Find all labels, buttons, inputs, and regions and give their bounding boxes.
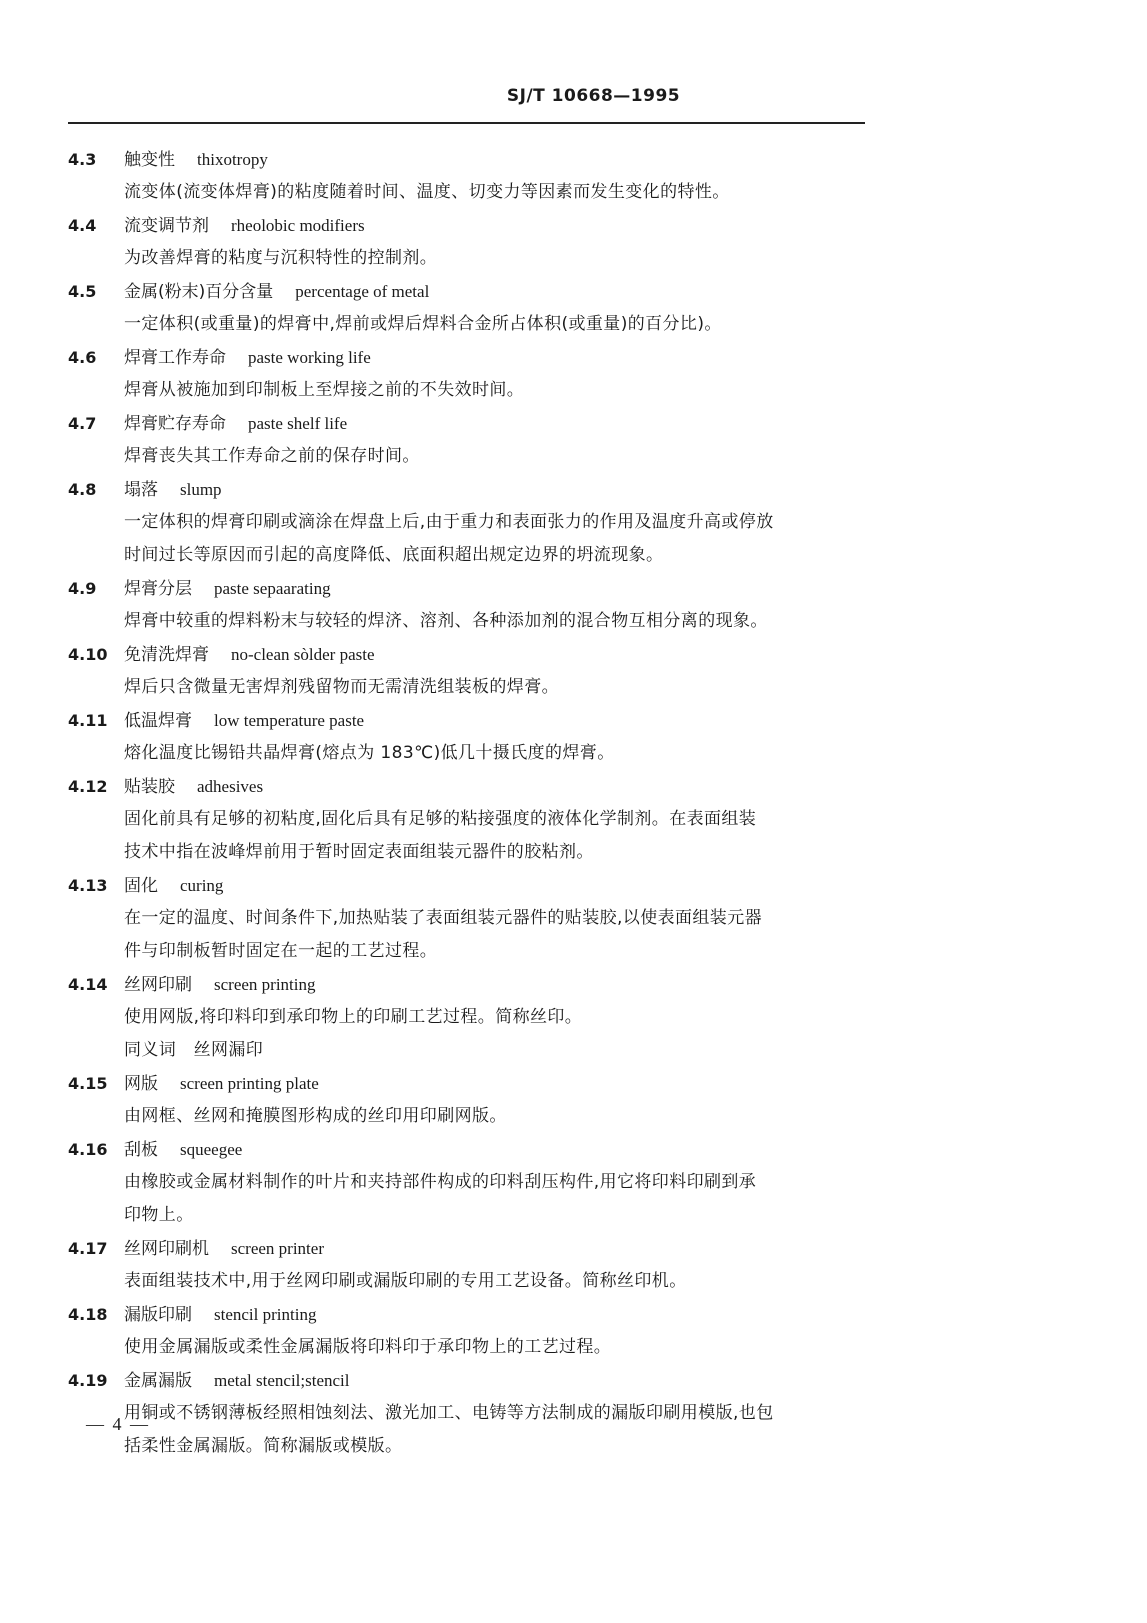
term-list [68, 143, 868, 1463]
term-heading [68, 473, 868, 506]
term-entry [68, 473, 868, 572]
term-number: 4.14 [68, 975, 108, 994]
term-number: 4.17 [68, 1239, 108, 1258]
term-entry [68, 407, 868, 473]
term-entry [68, 341, 868, 407]
term-chinese: 塌落 [124, 480, 158, 500]
term-entry [68, 1232, 868, 1298]
term-english: screen printer [231, 1239, 324, 1258]
term-entry [68, 1364, 868, 1463]
term-number: 4.11 [68, 711, 108, 730]
term-number: 4.18 [68, 1305, 108, 1324]
term-entry [68, 1133, 868, 1232]
term-chinese: 金属漏版 [124, 1371, 192, 1391]
term-english: thixotropy [197, 150, 268, 169]
term-entry [68, 572, 868, 638]
term-definition-line: 流变体(流变体焊膏)的粘度随着时间、温度、切变力等因素而发生变化的特性。 [124, 182, 730, 202]
term-entry [68, 968, 868, 1067]
term-chinese: 丝网印刷机 [124, 1239, 209, 1259]
term-definition-line: 熔化温度比锡铅共晶焊膏(熔点为 183℃)低几十摄氏度的焊膏。 [124, 743, 615, 763]
term-chinese: 丝网印刷 [124, 975, 192, 995]
term-heading [68, 143, 868, 176]
term-definition-line: 焊膏从被施加到印制板上至焊接之前的不失效时间。 [124, 380, 525, 400]
term-definition-line: 一定体积的焊膏印刷或滴涂在焊盘上后,由于重力和表面张力的作用及温度升高或停放 [124, 512, 774, 532]
term-english: stencil printing [214, 1305, 317, 1324]
term-chinese: 刮板 [124, 1140, 158, 1160]
term-number: 4.19 [68, 1371, 108, 1390]
term-definition-line: 为改善焊膏的粘度与沉积特性的控制剂。 [124, 248, 438, 268]
term-heading [68, 770, 868, 803]
term-entry [68, 1067, 868, 1133]
term-definition-line: 一定体积(或重量)的焊膏中,焊前或焊后焊料合金所占体积(或重量)的百分比)。 [124, 314, 722, 334]
term-english: screen printing plate [180, 1074, 319, 1093]
term-heading [68, 968, 868, 1001]
term-definition-line: 件与印制板暂时固定在一起的工艺过程。 [124, 941, 438, 961]
term-heading [68, 638, 868, 671]
term-number: 4.10 [68, 645, 108, 664]
term-heading [68, 704, 868, 737]
term-heading [68, 572, 868, 605]
term-definition-line: 技术中指在波峰焊前用于暂时固定表面组装元器件的胶粘剂。 [124, 842, 594, 862]
term-heading [68, 341, 868, 374]
term-definition-line: 焊膏中较重的焊料粉末与较轻的焊济、溶剂、各种添加剂的混合物互相分离的现象。 [124, 611, 768, 631]
term-definition-line: 时间过长等原因而引起的高度降低、底面积超出规定边界的坍流现象。 [124, 545, 664, 565]
term-chinese: 贴装胶 [124, 777, 175, 797]
term-chinese: 焊膏分层 [124, 579, 192, 599]
term-entry [68, 143, 868, 209]
term-definition-line: 焊后只含微量无害焊剂残留物而无需清洗组装板的焊膏。 [124, 677, 559, 697]
term-english: no-clean sòlder paste [231, 645, 375, 664]
term-definition-line: 印物上。 [124, 1205, 194, 1225]
term-number: 4.6 [68, 348, 97, 367]
term-number: 4.13 [68, 876, 108, 895]
term-english: squeegee [180, 1140, 243, 1159]
term-number: 4.12 [68, 777, 108, 796]
term-definition-line: 固化前具有足够的初粘度,固化后具有足够的粘接强度的液体化学制剂。在表面组装 [124, 809, 757, 829]
standard-code-header: SJ/T 10668—1995 [506, 86, 681, 106]
term-definition-line: 由橡胶或金属材料制作的叶片和夹持部件构成的印料刮压构件,用它将印料印刷到承 [124, 1172, 757, 1192]
term-english: curing [180, 876, 224, 895]
term-number: 4.4 [68, 216, 97, 235]
term-chinese: 低温焊膏 [124, 711, 192, 731]
term-english: screen printing [214, 975, 316, 994]
term-definition-line: 用铜或不锈钢薄板经照相蚀刻法、激光加工、电铸等方法制成的漏版印刷用模版,也包 [124, 1403, 774, 1423]
term-heading [68, 869, 868, 902]
term-heading [68, 275, 868, 308]
term-chinese: 焊膏工作寿命 [124, 348, 226, 368]
term-entry [68, 770, 868, 869]
term-english: metal stencil;stencil [214, 1371, 350, 1390]
term-chinese: 焊膏贮存寿命 [124, 414, 226, 434]
term-english: paste shelf life [248, 414, 348, 433]
term-chinese: 触变性 [124, 150, 175, 170]
term-chinese: 漏版印刷 [124, 1305, 192, 1325]
term-chinese: 固化 [124, 876, 158, 896]
term-definition-line: 表面组装技术中,用于丝网印刷或漏版印刷的专用工艺设备。简称丝印机。 [124, 1271, 687, 1291]
term-number: 4.8 [68, 480, 97, 499]
term-definition-line: 使用金属漏版或柔性金属漏版将印料印于承印物上的工艺过程。 [124, 1337, 612, 1357]
term-english: percentage of metal [295, 282, 430, 301]
term-heading [68, 1232, 868, 1265]
term-chinese: 免清洗焊膏 [124, 645, 209, 665]
term-definition-line: 括柔性金属漏版。简称漏版或模版。 [124, 1436, 403, 1456]
term-heading [68, 1133, 868, 1166]
term-english: paste working life [248, 348, 371, 367]
term-number: 4.7 [68, 414, 97, 433]
term-heading [68, 1298, 868, 1331]
term-heading [68, 1067, 868, 1100]
term-english: low temperature paste [214, 711, 365, 730]
header-rule [68, 122, 865, 124]
term-entry [68, 1298, 868, 1364]
term-definition-line: 同义词 丝网漏印 [124, 1040, 264, 1060]
term-heading [68, 209, 868, 242]
term-entry [68, 704, 868, 770]
term-english: rheolobic modifiers [231, 216, 365, 235]
term-entry [68, 869, 868, 968]
term-entry [68, 638, 868, 704]
term-number: 4.9 [68, 579, 97, 598]
term-definition-line: 焊膏丧失其工作寿命之前的保存时间。 [124, 446, 420, 466]
term-chinese: 金属(粉末)百分含量 [124, 282, 274, 302]
term-number: 4.16 [68, 1140, 108, 1159]
term-definition-line: 在一定的温度、时间条件下,加热贴装了表面组装元器件的贴装胶,以使表面组装元器 [124, 908, 763, 928]
term-number: 4.3 [68, 150, 97, 169]
term-entry [68, 275, 868, 341]
term-english: adhesives [197, 777, 264, 796]
term-definition-line: 使用网版,将印料印到承印物上的印刷工艺过程。简称丝印。 [124, 1007, 583, 1027]
term-chinese: 流变调节剂 [124, 216, 209, 236]
term-heading [68, 407, 868, 440]
term-heading [68, 1364, 868, 1397]
term-english: slump [180, 480, 222, 499]
term-number: 4.15 [68, 1074, 108, 1093]
page-number: — 4 — [86, 1414, 150, 1434]
term-number: 4.5 [68, 282, 97, 301]
term-english: paste sepaarating [214, 579, 331, 598]
term-chinese: 网版 [124, 1074, 158, 1094]
term-definition-line: 由网框、丝网和掩膜图形构成的丝印用印刷网版。 [124, 1106, 507, 1126]
term-entry [68, 209, 868, 275]
